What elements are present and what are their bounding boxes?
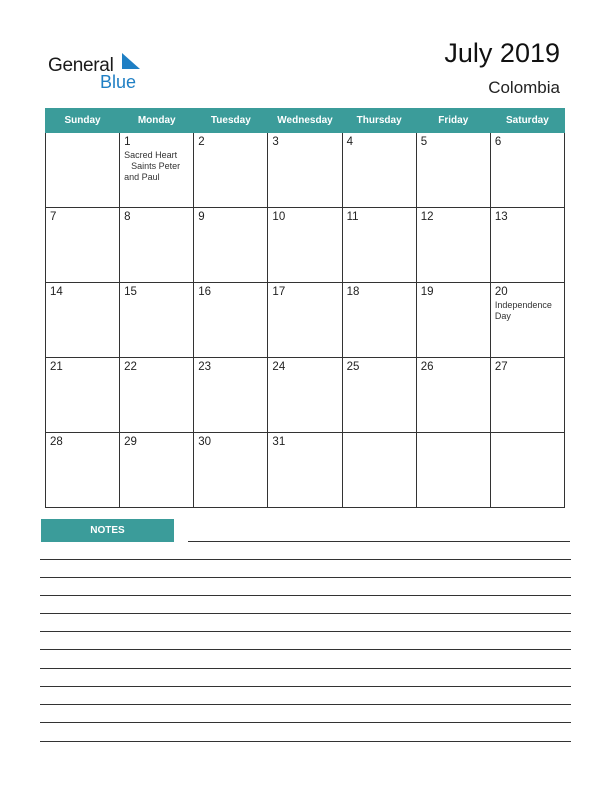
day-number: 16 (198, 286, 212, 298)
day-cell (342, 283, 416, 358)
day-cell (194, 208, 268, 283)
notes-line (40, 613, 571, 614)
day-number: 24 (272, 361, 286, 373)
notes-line (40, 668, 571, 669)
day-cell (120, 433, 194, 508)
day-cell (120, 283, 194, 358)
day-number: 31 (272, 436, 286, 448)
holiday-label: Independence Day (494, 300, 552, 321)
day-cell (416, 358, 490, 433)
day-cell (490, 358, 564, 433)
week-row (46, 283, 565, 358)
day-cell (416, 433, 490, 508)
day-number: 5 (420, 136, 428, 148)
day-number: 7 (50, 211, 57, 223)
day-cell (194, 358, 268, 433)
country-name: Colombia (488, 78, 560, 97)
week-row (46, 133, 565, 208)
day-number: 13 (494, 211, 508, 223)
day-number: 1 (124, 136, 131, 148)
general-blue-logo (48, 52, 158, 92)
day-number: 6 (494, 136, 502, 148)
week-row (46, 433, 565, 508)
week-row (46, 208, 565, 283)
day-number: 10 (272, 211, 286, 223)
day-cell (120, 133, 194, 208)
day-cell (490, 208, 564, 283)
day-number: 27 (494, 361, 508, 373)
day-number: 9 (198, 211, 205, 223)
day-number: 18 (346, 286, 360, 298)
day-cell (194, 283, 268, 358)
day-cell (416, 283, 490, 358)
day-cell (268, 208, 342, 283)
weekday-header-row (46, 109, 565, 133)
day-cell (46, 283, 120, 358)
day-number: 19 (420, 286, 434, 298)
weekday-header: Saturday (490, 109, 564, 133)
holiday-label: Sacred Heart (124, 150, 178, 160)
day-cell (342, 208, 416, 283)
weekday-header: Wednesday (268, 109, 342, 133)
weekday-header: Sunday (46, 109, 120, 133)
notes-line (188, 541, 570, 542)
notes-line (40, 704, 571, 705)
logo-text-general: General (48, 55, 114, 76)
page-title: July 2019 (444, 38, 560, 68)
day-number: 22 (124, 361, 137, 373)
day-cell (120, 358, 194, 433)
day-number: 30 (198, 436, 212, 448)
day-cell (46, 358, 120, 433)
day-cell (416, 133, 490, 208)
day-number: 14 (50, 286, 63, 298)
notes-line (40, 649, 571, 650)
day-number: 25 (346, 361, 360, 373)
day-cell (46, 208, 120, 283)
notes-line (40, 595, 571, 596)
notes-line (40, 722, 571, 723)
day-cell (268, 358, 342, 433)
day-number: 4 (346, 136, 353, 148)
day-number: 20 (494, 286, 508, 298)
day-cell (268, 283, 342, 358)
calendar-grid (45, 108, 565, 508)
logo-triangle-icon (120, 53, 140, 73)
notes-line (40, 686, 571, 687)
day-cell (416, 208, 490, 283)
day-number: 12 (420, 211, 434, 223)
day-cell (194, 133, 268, 208)
day-number: 15 (124, 286, 137, 298)
day-number: 8 (124, 211, 131, 223)
day-number: 2 (198, 136, 205, 148)
day-cell (46, 433, 120, 508)
day-cell (342, 133, 416, 208)
day-cell (194, 433, 268, 508)
day-number: 17 (272, 286, 286, 298)
day-number: 11 (346, 211, 359, 223)
day-number: 21 (50, 361, 63, 373)
day-cell (120, 208, 194, 283)
day-number: 23 (198, 361, 212, 373)
day-cell (490, 433, 564, 508)
day-number: 3 (272, 136, 279, 148)
weekday-header: Friday (416, 109, 490, 133)
week-row (46, 358, 565, 433)
day-number: 26 (420, 361, 434, 373)
weekday-header: Monday (120, 109, 194, 133)
day-cell (268, 433, 342, 508)
notes-line (40, 741, 571, 742)
day-number: 28 (50, 436, 63, 448)
notes-line (40, 631, 571, 632)
day-cell (46, 133, 120, 208)
notes-line (40, 577, 571, 578)
weekday-header: Thursday (342, 109, 416, 133)
day-cell (490, 133, 564, 208)
holiday-label: Saints Peter and Paul (124, 161, 181, 182)
day-cell (268, 133, 342, 208)
day-cell (490, 283, 564, 358)
day-cell (342, 433, 416, 508)
day-number: 29 (124, 436, 137, 448)
weekday-header: Tuesday (194, 109, 268, 133)
notes-label: NOTES (41, 519, 174, 542)
day-cell (342, 358, 416, 433)
notes-line (40, 559, 571, 560)
logo-text-blue: Blue (100, 72, 137, 92)
